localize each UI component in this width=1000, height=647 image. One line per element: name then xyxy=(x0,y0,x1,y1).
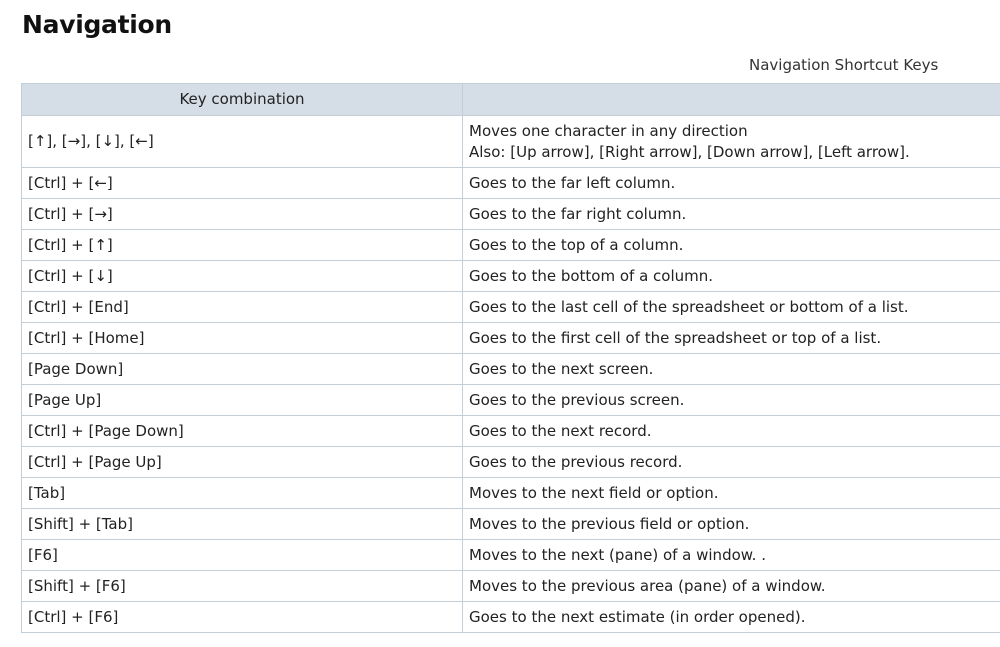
table-row xyxy=(22,116,1000,168)
description-cell: Goes to the far right column. xyxy=(463,199,1000,230)
key-cell: [Ctrl] + [Page Up] xyxy=(22,447,463,478)
description-cell: Goes to the last cell of the spreadsheet or bottom of a list. xyxy=(463,292,1000,323)
key-cell: [↑], [→], [↓], [←] xyxy=(22,116,463,168)
table-row xyxy=(22,447,1000,478)
page-title: Navigation xyxy=(22,10,172,39)
key-cell: [Ctrl] + [↑] xyxy=(22,230,463,261)
description-cell: Goes to the previous record. xyxy=(463,447,1000,478)
key-cell: [Ctrl] + [Home] xyxy=(22,323,463,354)
key-cell: [F6] xyxy=(22,540,463,571)
description-cell: Goes to the bottom of a column. xyxy=(463,261,1000,292)
description-cell: Goes to the first cell of the spreadsheet or top of a list. xyxy=(463,323,1000,354)
key-cell: [Ctrl] + [End] xyxy=(22,292,463,323)
description-cell: Moves to the previous area (pane) of a window. xyxy=(463,571,1000,602)
description-cell: Goes to the next screen. xyxy=(463,354,1000,385)
table-row xyxy=(22,292,1000,323)
key-cell: [Shift] + [F6] xyxy=(22,571,463,602)
key-cell: [Ctrl] + [Page Down] xyxy=(22,416,463,447)
table-row xyxy=(22,478,1000,509)
key-cell: [Page Down] xyxy=(22,354,463,385)
shortcut-table xyxy=(21,83,1000,633)
table-row xyxy=(22,168,1000,199)
description-cell: Moves to the next (pane) of a window. . xyxy=(463,540,1000,571)
key-cell: [Page Up] xyxy=(22,385,463,416)
description-cell: Moves to the next field or option. xyxy=(463,478,1000,509)
key-cell: [Ctrl] + [F6] xyxy=(22,602,463,633)
table-row xyxy=(22,199,1000,230)
description-line: Also: [Up arrow], [Right arrow], [Down arrow], [Left arrow]. xyxy=(469,142,910,161)
table-row xyxy=(22,354,1000,385)
description-line: Moves one character in any direction xyxy=(469,121,748,140)
table-row xyxy=(22,230,1000,261)
column-header-key-combination: Key combination xyxy=(22,84,463,116)
table-row xyxy=(22,261,1000,292)
table-row xyxy=(22,571,1000,602)
key-cell: [Ctrl] + [→] xyxy=(22,199,463,230)
description-cell xyxy=(463,116,1000,168)
table-row xyxy=(22,385,1000,416)
table-row xyxy=(22,540,1000,571)
description-cell: Goes to the next estimate (in order opened). xyxy=(463,602,1000,633)
key-cell: [Ctrl] + [↓] xyxy=(22,261,463,292)
description-cell: Goes to the previous screen. xyxy=(463,385,1000,416)
table-row xyxy=(22,509,1000,540)
table-row xyxy=(22,602,1000,633)
key-cell: [Shift] + [Tab] xyxy=(22,509,463,540)
column-header-description xyxy=(463,84,1000,116)
description-cell: Goes to the far left column. xyxy=(463,168,1000,199)
description-cell: Goes to the next record. xyxy=(463,416,1000,447)
description-cell: Goes to the top of a column. xyxy=(463,230,1000,261)
table-caption: Navigation Shortcut Keys xyxy=(749,56,939,74)
key-cell: [Tab] xyxy=(22,478,463,509)
table-row xyxy=(22,323,1000,354)
description-cell: Moves to the previous field or option. xyxy=(463,509,1000,540)
key-cell: [Ctrl] + [←] xyxy=(22,168,463,199)
table-header-row xyxy=(22,84,1000,116)
table-row xyxy=(22,416,1000,447)
